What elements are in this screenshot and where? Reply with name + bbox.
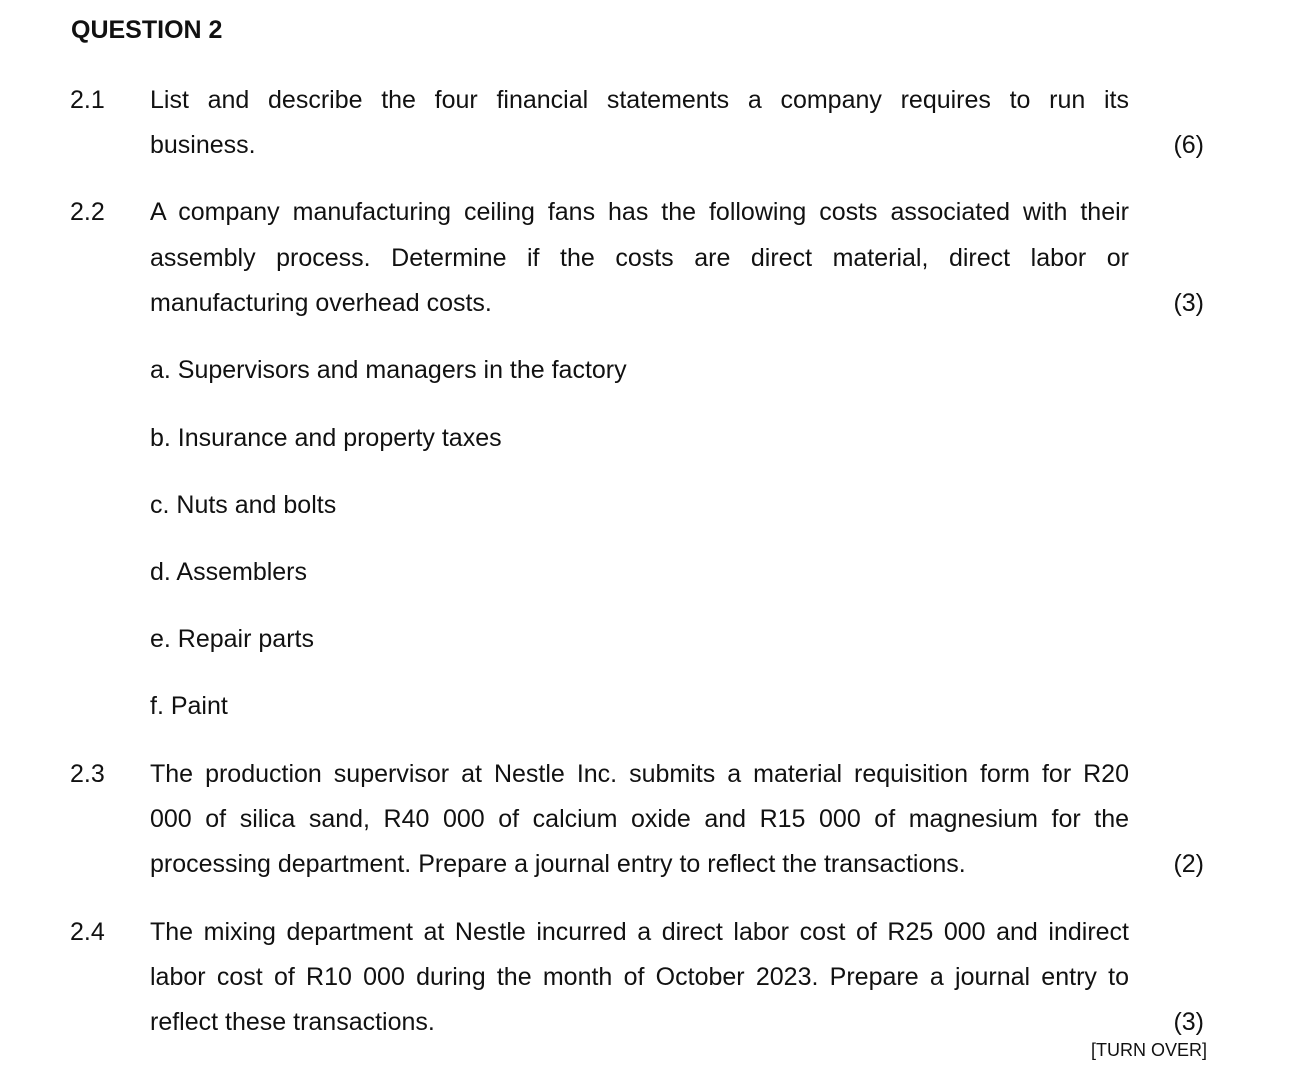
question-text-line: reflect these transactions. <box>150 1008 435 1036</box>
list-item: a. Supervisors and managers in the factory <box>150 356 627 384</box>
list-item: f. Paint <box>150 692 228 720</box>
question-text-line: A company manufacturing ceiling fans has the following costs associated with their <box>150 198 1129 226</box>
question-text-line: manufacturing overhead costs. <box>150 289 492 317</box>
question-text-line: 000 of silica sand, R40 000 of calcium oxide and R15 000 of magnesium for the <box>150 805 1129 833</box>
list-item: e. Repair parts <box>150 625 314 653</box>
question-text-line: assembly process. Determine if the costs are direct material, direct labor or <box>150 244 1129 272</box>
question-number: 2.2 <box>70 198 105 226</box>
marks-label: (3) <box>1173 1008 1204 1036</box>
marks-label: (2) <box>1173 850 1204 878</box>
list-item: c. Nuts and bolts <box>150 491 337 519</box>
question-text-line: The production supervisor at Nestle Inc. submits a material requisition form for R20 <box>150 760 1129 788</box>
marks-label: (6) <box>1173 131 1204 159</box>
question-number: 2.1 <box>70 86 105 114</box>
question-text-line: business. <box>150 131 256 159</box>
question-text-line: The mixing department at Nestle incurred a direct labor cost of R25 000 and indirect <box>150 918 1129 946</box>
question-text-line: processing department. Prepare a journal entry to reflect the transactions. <box>150 850 966 878</box>
question-number: 2.3 <box>70 760 105 788</box>
list-item: d. Assemblers <box>150 558 308 586</box>
question-text-line: labor cost of R10 000 during the month of October 2023. Prepare a journal entry to <box>150 963 1129 991</box>
question-heading: QUESTION 2 <box>71 16 223 44</box>
question-text-line: List and describe the four financial statements a company requires to run its <box>150 86 1129 114</box>
turn-over-label: [TURN OVER] <box>1090 1040 1207 1060</box>
question-number: 2.4 <box>70 918 105 946</box>
marks-label: (3) <box>1173 289 1204 317</box>
list-item: b. Insurance and property taxes <box>150 424 502 452</box>
